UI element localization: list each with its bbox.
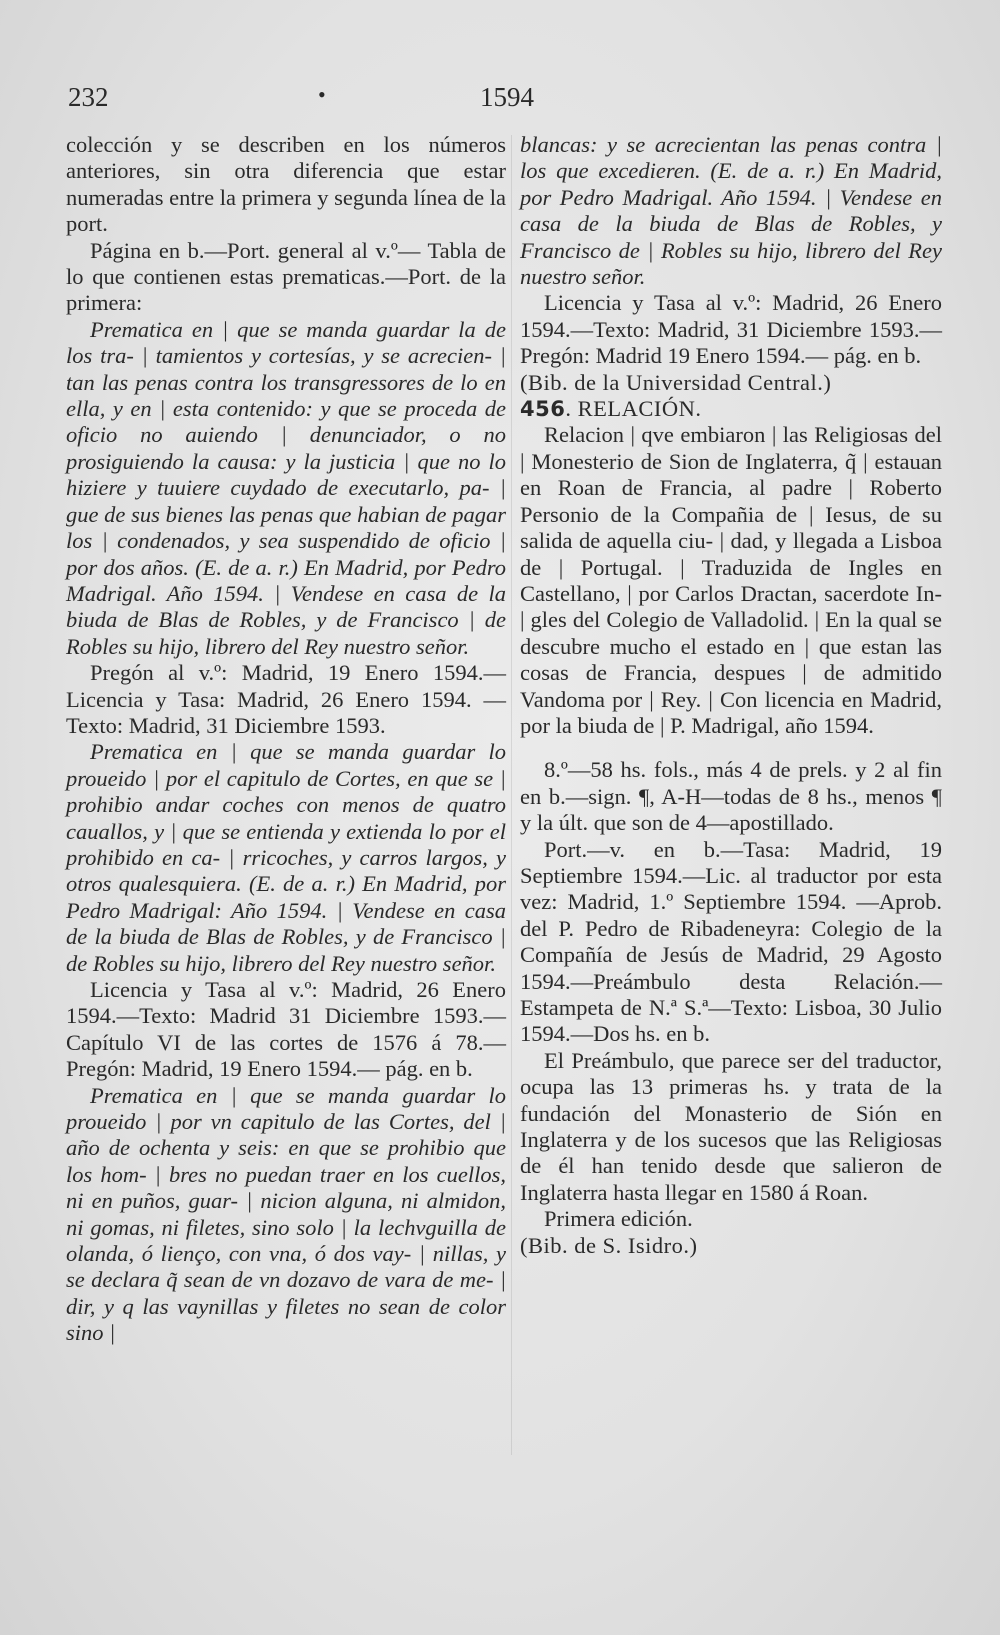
paragraph: El Preámbulo, que parece ser del traductor, ocupa las 13 primeras hs. y trata de la fundación del Monasterio de Sión en Inglaterra y de los sucesos que las Religiosas de él han tenido desde que salieron de Inglaterra hasta llegar en 1580 á Roan. [520,1047,942,1205]
italic-text: Prematica en | que se manda guardar la de los tra- | tamientos y cortesías, y se acrecien- | tan las penas contra los transgressores de lo en ella, y en | esta contenido: y que se proceda de oficio no auiendo | denunciador, o no prosiguiendo la causa: y la justicia | que no lo hiziere y tuuiere cuydado de executarlo, pa- | gue de sus bienes las penas que habian de pagar los | condenados, y sea suspendido de oficio | por dos años. (E. de a. r.) En Madrid, por Pedro Madrigal. Año 1594. | Vendese en casa de la biuda de Blas de Robles, y de Francisco | de Robles su hijo, librero del Rey nuestro señor. [66,316,506,659]
paragraph: Port.—v. en b.—Tasa: Madrid, 19 Septiembre 1594.—Lic. al traductor por esta vez: Madrid, 1.º Septiembre 1594. —Aprob. del P. Pedro de Ribadeneyra: Colegio de la Compañía de Jesús de Madrid, 29 Agosto 1594.—Preámbulo desta Relación.—Estampeta de N.ª S.ª—Texto: Lisboa, 30 Julio 1594.—Dos hs. en b. [520,836,942,1047]
library-source: (Bib. de S. Isidro.) [520,1232,698,1258]
spacer [520,739,942,757]
column-gutter [511,135,512,1455]
paragraph: 8.º—58 hs. fols., más 4 de prels. y 2 al fin en b.—sign. ¶, A-H—todas de 8 hs., menos ¶ y la últ. que son de 4—apostillado. [520,757,942,836]
title-transcription: Relacion | qve embiaron | las Religiosas del | Monesterio de Sion de Inglaterra, q̃ | estauan en Roan de Francia, al padre | Roberto Personio de la Compañia de | Iesus, de su salida de aquella ciu- | dad, y llegada a Lisboa de | Portugal. | Traduzida de Ingles en Castellano, | por Carlos Dractan, sacerdote In- | gles del Colegio de Valladolid. | En la qual se descubre mucho el estado en | que estan las cosas de Francia, despues | de admitido Vandoma por | Rey. | Con licencia en Madrid, por la biuda de | P. Madrigal, año 1594. [520,422,942,738]
paragraph: Pregón al v.º: Madrid, 19 Enero 1594.— Licencia y Tasa: Madrid, 26 Enero 1594. —Texto: Madrid, 31 Diciembre 1593. [66,660,506,738]
left-column [66,132,506,1347]
italic-text: Prematica en | que se manda guardar lo proueido | por el capitulo de Cortes, en que se | prohibio andar coches con menos de quatro cauallos, y | que se entienda y extienda lo por el prohibido en ca- | rricoches, y carros largos, y otros qualesquiera. (E. de a. r.) En Madrid, por Pedro Madrigal: Año 1594. | Vendese en casa de la biuda de Blas de Robles, y de Francisco | de Robles su hijo, librero del Rey nuestro señor. [66,739,506,976]
paragraph: Licencia y Tasa al v.º: Madrid, 26 Enero 1594.—Texto: Madrid 31 Diciembre 1593.—Capítulo VI de las cortes de 1576 á 78.—Pregón: Madrid, 19 Enero 1594.— pág. en b. [66,977,506,1082]
running-title-year: 1594 [480,82,534,112]
italic-title-transcription [66,739,506,977]
edition-note: Primera edición. [544,1206,693,1232]
italic-title-transcription [66,1083,506,1347]
italic-title-transcription [66,317,506,660]
entry-heading [520,396,942,422]
italic-text: blancas: y se acrecientan las penas contra | los que excedieren. (E. de a. r.) En Madrid, por Pedro Madrigal. Año 1594. | Vendese en casa de la biuda de Blas de Robles, y Francisco de | Robles su hijo, librero del Rey nuestro señor. [520,132,942,290]
library-source: (Bib. de la Universidad Central.) [520,369,832,395]
italic-text: Prematica en | que se manda guardar lo proueido | por vn capitulo de las Cortes, del | año de ochenta y seis: en que se prohibio que los hom- | bres no puedan traer en los cuellos, ni en puños, guar- | nicion alguna, ni almidon, ni gomas, ni filetes, sino solo | la lechvguilla de olanda, ó lienço, con vna, ó dos vay- | nillas, y se declara q̃ sean de vn dozavo de vara de me- | dir, y q las vaynillas y filetes no sean de color sino | [66,1082,506,1346]
running-header [0,82,1000,122]
paragraph: colección y se describen en los números anteriores, sin otra diferencia que estar numeradas entre la primera y segunda línea de la port. [66,132,506,237]
page-number: 232 [68,82,109,112]
right-column [520,132,942,1259]
paragraph: Licencia y Tasa al v.º: Madrid, 26 Enero 1594.—Texto: Madrid, 31 Diciembre 1593.—Pregón: Madrid 19 Enero 1594.— pág. en b. [520,290,942,369]
entry-number: 456 [520,397,566,422]
entry-title: . RELACIÓN. [565,396,702,422]
header-ornament: • [318,82,326,107]
paragraph: Página en b.—Port. general al v.º— Tabla de lo que contienen estas prematicas.—Port. de la primera: [66,237,506,316]
italic-title-transcription [520,132,942,290]
